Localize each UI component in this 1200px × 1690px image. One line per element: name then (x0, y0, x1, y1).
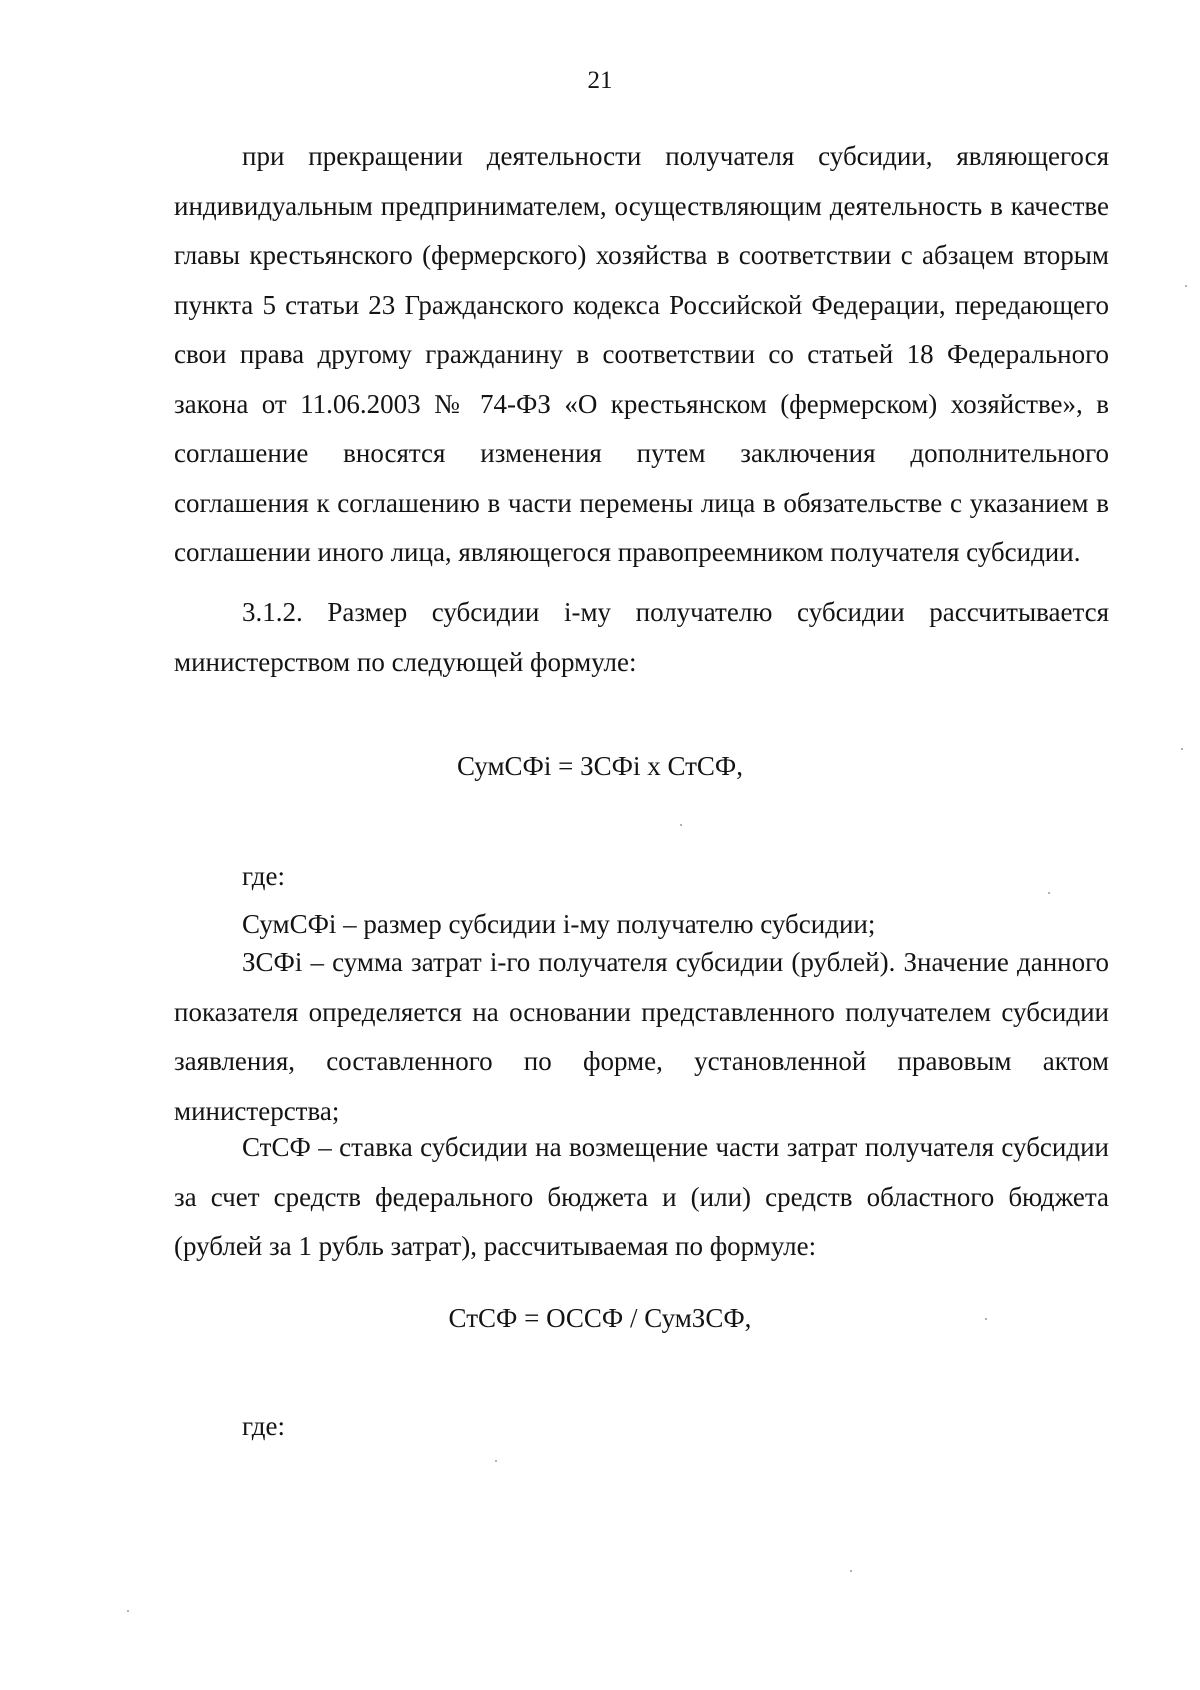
where-label: где: (242, 861, 285, 891)
paragraph-subsidy-size (174, 588, 1109, 687)
scan-speck (127, 1610, 129, 1612)
formula-stsf: СтСФ = ОССФ / СумЗСФ, (448, 1303, 752, 1333)
scan-speck (850, 1570, 852, 1572)
paragraph-text: при прекращении деятельности получателя субсидии, являющегося индивидуальным предпринимателем, осуществляющим деятельность в качестве главы крестьянского (фермерского) хозяйства в соответствии с абзацем вторым пункта 5 статьи 23 Гражданского кодекса Российской Федерации, передающего свои права другому гражданину в соответствии со статьей 18 Федерального закона от 11.06.2003 № 74-ФЗ «О крестьянском (фермерском) хозяйстве», в соглашение вносятся изменения путем заключения дополнительного соглашения к соглашению в части перемены лица в обязательстве с указанием в соглашении иного лица, являющегося правопреемником получателя субсидии. (174, 141, 1109, 567)
formula-sumsf: СумСФi = ЗСФi х СтСФ, (456, 751, 744, 781)
definition-stsf (174, 1123, 1109, 1272)
definition-text: СтСФ – ставка субсидии на возмещение части затрат получателя субсидии за счет средств федерального бюджета и (или) средств областного бюджета (рублей за 1 рубль затрат), рассчитываемая по формуле: (174, 1132, 1109, 1261)
scan-speck (495, 1460, 497, 1462)
paragraph-text: 3.1.2. Размер субсидии i-му получателю субсидии рассчитывается министерством по следующей формуле: (174, 597, 1109, 677)
page-number: 21 (587, 67, 613, 94)
scan-speck (1181, 748, 1183, 750)
scan-speck (680, 824, 682, 826)
scan-speck (1185, 285, 1187, 287)
definition-sumsf: СумСФi – размер субсидии i-му получателю субсидии; (242, 909, 876, 939)
scan-speck (1048, 892, 1050, 894)
definition-zsf (174, 938, 1109, 1136)
definition-text: ЗСФi – сумма затрат i-го получателя субсидии (рублей). Значение данного показателя определяется на основании представленного получателем субсидии заявления, составленного по форме, установленной правовым актом министерства; (174, 947, 1109, 1126)
where-label: где: (242, 1411, 285, 1441)
scan-speck (985, 1318, 987, 1320)
paragraph-termination (174, 132, 1109, 578)
